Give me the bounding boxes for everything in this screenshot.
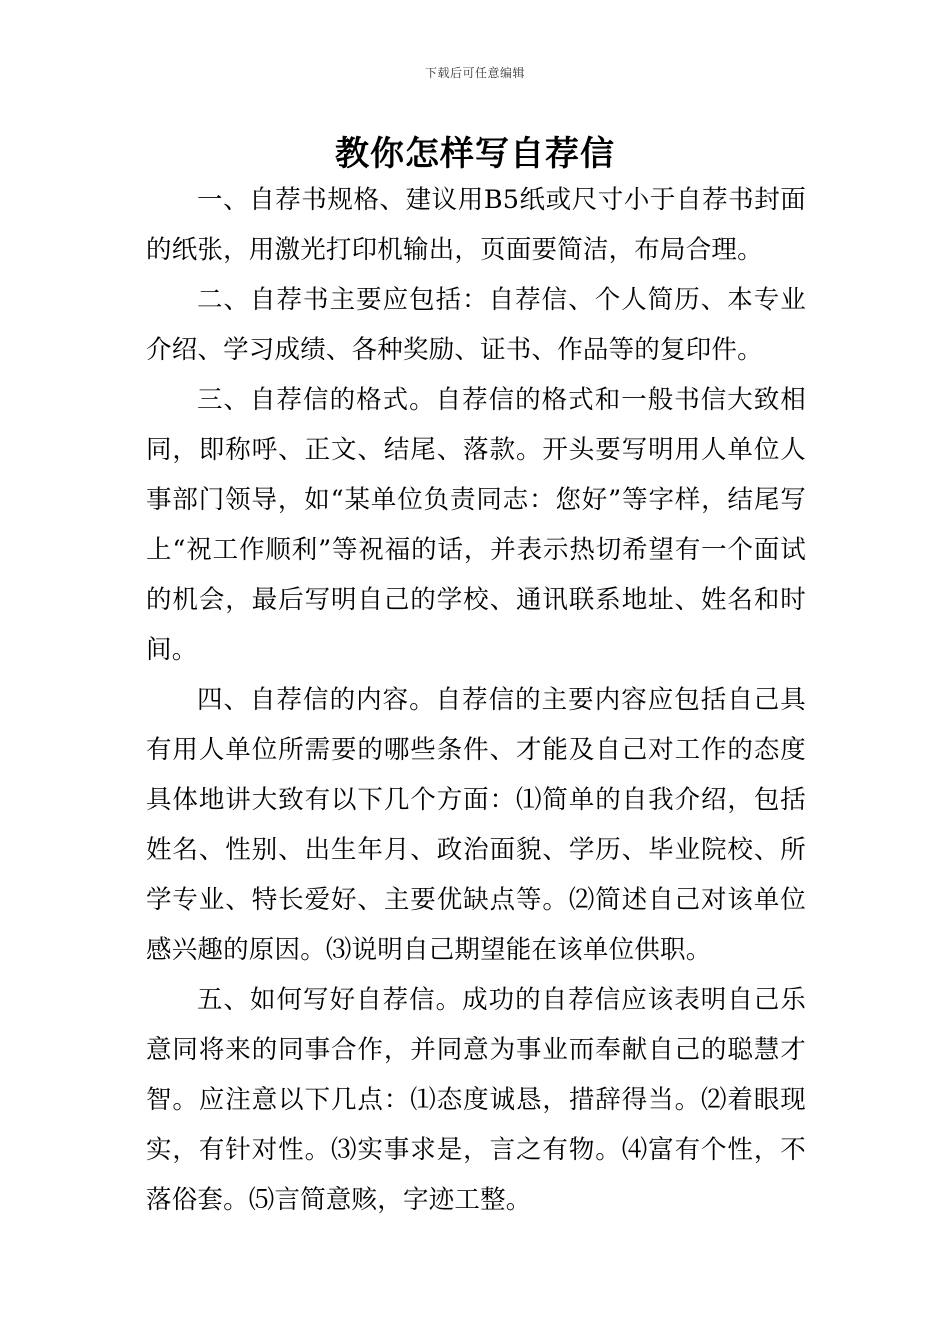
paragraph-1: 一、自荐书规格、建议用B5纸或尺寸小于自荐书封面的纸张，用激光打印机输出，页面要简洁，布局合理。 <box>146 185 806 265</box>
document-body <box>146 175 806 1225</box>
document-title: 教你怎样写自荐信 <box>335 134 615 174</box>
paragraph-2: 二、自荐书主要应包括：自荐信、个人简历、本专业介绍、学习成绩、各种奖励、证书、作品等的复印件。 <box>146 285 806 365</box>
paragraph-4: 四、自荐信的内容。自荐信的主要内容应包括自己具有用人单位所需要的哪些条件、才能及自己对工作的态度具体地讲大致有以下几个方面：⑴简单的自我介绍，包括姓名、性别、出生年月、政治面貌、学历、毕业院校、所学专业、特长爱好、主要优缺点等。⑵简述自己对该单位感兴趣的原因。⑶说明自己期望能在该单位供职。 <box>146 685 806 965</box>
paragraph-5: 五、如何写好自荐信。成功的自荐信应该表明自己乐意同将来的同事合作，并同意为事业而奉献自己的聪慧才智。应注意以下几点：⑴态度诚恳，措辞得当。⑵着眼现实，有针对性。⑶实事求是，言之有物。⑷富有个性，不落俗套。⑸言简意赅，字迹工整。 <box>146 985 806 1215</box>
paragraph-3: 三、自荐信的格式。自荐信的格式和一般书信大致相同，即称呼、正文、结尾、落款。开头要写明用人单位人事部门领导，如“某单位负责同志：您好”等字样，结尾写上“祝工作顺利”等祝福的话，并表示热切希望有一个面试的机会，最后写明自己的学校、通讯联系地址、姓名和时间。 <box>146 385 806 665</box>
header-note: 下载后可任意编辑 <box>424 66 525 80</box>
